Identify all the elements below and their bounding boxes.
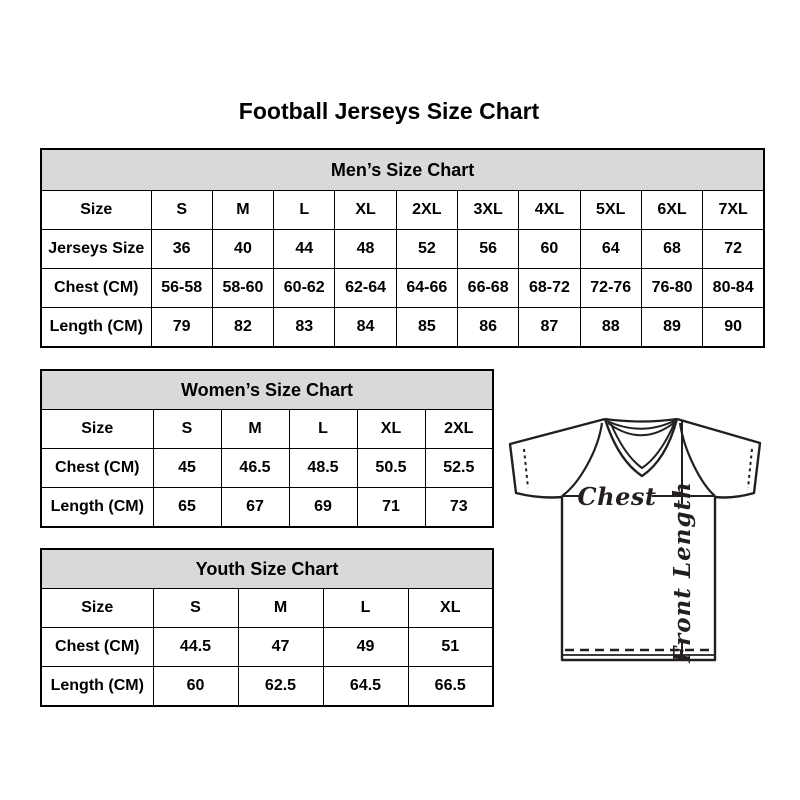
cell: 50.5 (357, 449, 425, 488)
cell: 3XL (457, 191, 518, 230)
cell: 47 (238, 628, 323, 667)
table-row (41, 549, 493, 589)
cell: 58-60 (212, 269, 273, 308)
cell: 44.5 (153, 628, 238, 667)
cell: 68-72 (519, 269, 580, 308)
cell: 44 (274, 230, 335, 269)
table-row (41, 628, 493, 667)
row-label: Size (41, 589, 153, 628)
cell: 52 (396, 230, 457, 269)
row-label: Length (CM) (41, 308, 151, 348)
cell: XL (357, 410, 425, 449)
cell: 2XL (396, 191, 457, 230)
page-title: Football Jerseys Size Chart (238, 98, 540, 124)
row-label: Size (41, 410, 153, 449)
cell: 36 (151, 230, 212, 269)
cell: 40 (212, 230, 273, 269)
cell: 60 (519, 230, 580, 269)
cell: 89 (641, 308, 702, 348)
cell: 69 (289, 488, 357, 528)
chest-label: Chest (577, 482, 657, 511)
cell: XL (335, 191, 396, 230)
cell: 2XL (425, 410, 493, 449)
cell: 76-80 (641, 269, 702, 308)
cell: 68 (641, 230, 702, 269)
cell: 56-58 (151, 269, 212, 308)
cell: M (221, 410, 289, 449)
table-row (41, 488, 493, 528)
cell: 60 (153, 667, 238, 707)
cell: 87 (519, 308, 580, 348)
cell: 4XL (519, 191, 580, 230)
cell: 48 (335, 230, 396, 269)
cell: 64-66 (396, 269, 457, 308)
cell: 7XL (703, 191, 764, 230)
cell: 66-68 (457, 269, 518, 308)
cell: S (153, 410, 221, 449)
cell: M (238, 589, 323, 628)
row-label: Length (CM) (41, 488, 153, 528)
row-label: Chest (CM) (41, 628, 153, 667)
table-row (41, 149, 764, 191)
cell: 79 (151, 308, 212, 348)
row-label: Chest (CM) (41, 449, 153, 488)
womens-size-table (40, 369, 494, 528)
cell: M (212, 191, 273, 230)
table-row (41, 589, 493, 628)
table-row (41, 667, 493, 707)
cell: 64.5 (323, 667, 408, 707)
youth-table-title: Youth Size Chart (41, 549, 493, 589)
cell: 71 (357, 488, 425, 528)
jersey-sleeve-stitch-right (748, 449, 752, 488)
table-row (41, 269, 764, 308)
cell: L (323, 589, 408, 628)
cell: 60-62 (274, 269, 335, 308)
table-row (41, 449, 493, 488)
front-length-label: Front Length (669, 481, 696, 663)
jersey-diagram (505, 406, 775, 668)
cell: 73 (425, 488, 493, 528)
row-label: Chest (CM) (41, 269, 151, 308)
cell: S (151, 191, 212, 230)
table-row (41, 410, 493, 449)
cell: 45 (153, 449, 221, 488)
cell: 64 (580, 230, 641, 269)
row-label: Jerseys Size (41, 230, 151, 269)
cell: 80-84 (703, 269, 764, 308)
table-row (41, 308, 764, 348)
cell: 83 (274, 308, 335, 348)
cell: 62-64 (335, 269, 396, 308)
cell: 48.5 (289, 449, 357, 488)
jersey-collar-top-edge (605, 419, 677, 422)
cell: 56 (457, 230, 518, 269)
table-row (41, 370, 493, 410)
table-row (41, 230, 764, 269)
cell: 72 (703, 230, 764, 269)
cell: L (289, 410, 357, 449)
cell: 65 (153, 488, 221, 528)
cell: 66.5 (408, 667, 493, 707)
table-row (41, 191, 764, 230)
cell: 52.5 (425, 449, 493, 488)
youth-size-table (40, 548, 494, 707)
cell: 46.5 (221, 449, 289, 488)
womens-table-title: Women’s Size Chart (41, 370, 493, 410)
mens-size-table (40, 148, 765, 348)
jersey-sleeve-stitch-left (524, 449, 528, 488)
cell: 82 (212, 308, 273, 348)
row-label: Size (41, 191, 151, 230)
cell: 72-76 (580, 269, 641, 308)
cell: 86 (457, 308, 518, 348)
cell: L (274, 191, 335, 230)
cell: S (153, 589, 238, 628)
cell: 62.5 (238, 667, 323, 707)
cell: 84 (335, 308, 396, 348)
mens-table-title: Men’s Size Chart (41, 149, 764, 191)
cell: 49 (323, 628, 408, 667)
cell: XL (408, 589, 493, 628)
cell: 5XL (580, 191, 641, 230)
cell: 6XL (641, 191, 702, 230)
cell: 51 (408, 628, 493, 667)
cell: 67 (221, 488, 289, 528)
cell: 88 (580, 308, 641, 348)
cell: 85 (396, 308, 457, 348)
row-label: Length (CM) (41, 667, 153, 707)
cell: 90 (703, 308, 764, 348)
